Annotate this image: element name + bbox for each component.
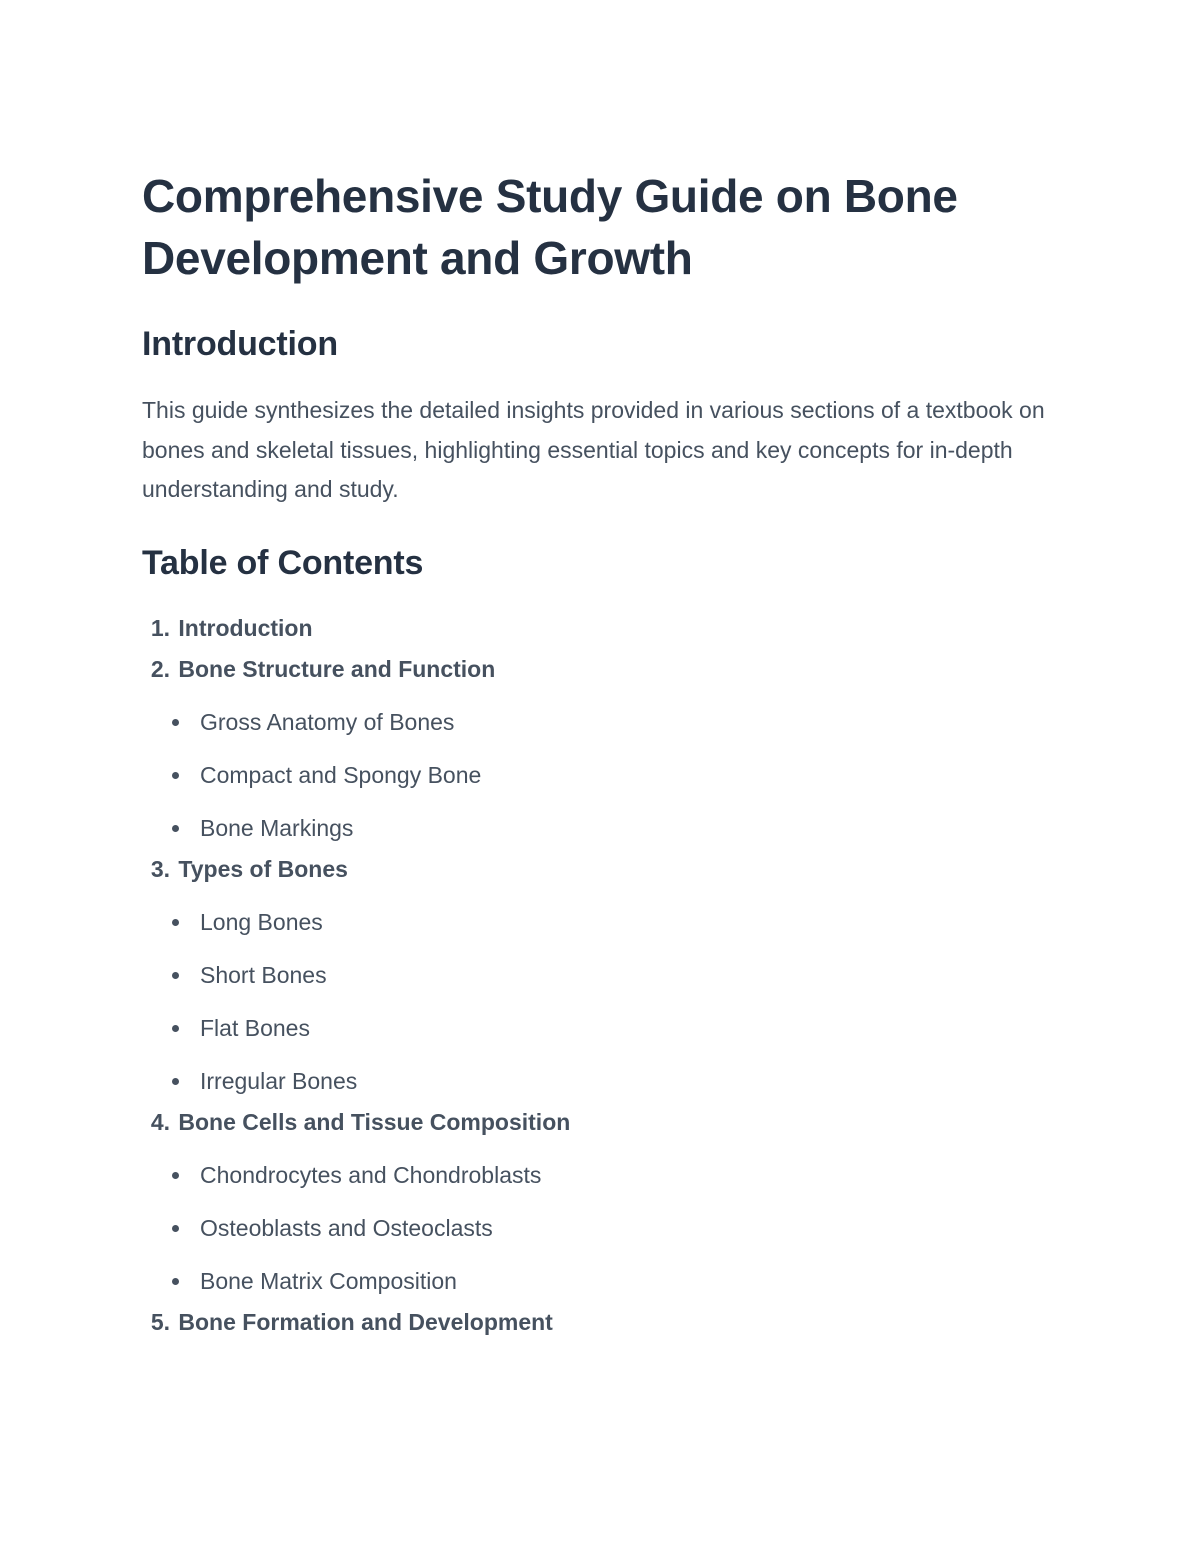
toc-subsection-label: Bone Matrix Composition xyxy=(200,1267,457,1294)
bullet-icon xyxy=(172,919,179,926)
toc-section-heading xyxy=(142,843,1082,896)
toc-section-number: 2. xyxy=(150,655,170,682)
toc-section-title: Bone Structure and Function xyxy=(178,655,496,682)
table-of-contents xyxy=(142,602,1082,1349)
document-title: Comprehensive Study Guide on Bone Development and Growth xyxy=(142,170,958,284)
document-page xyxy=(142,165,1082,1349)
toc-section xyxy=(142,1096,1082,1308)
bullet-icon xyxy=(172,972,179,979)
toc-section-heading xyxy=(142,1296,1082,1349)
bullet-icon xyxy=(172,1225,179,1232)
bullet-icon xyxy=(172,825,179,832)
toc-heading: Table of Contents xyxy=(142,543,424,582)
toc-subsection-item xyxy=(142,1149,1082,1202)
toc-subsection-label: Bone Markings xyxy=(200,814,354,841)
toc-subsection-label: Chondrocytes and Chondroblasts xyxy=(200,1161,542,1188)
toc-section-number: 1. xyxy=(150,614,170,641)
toc-subsection-item xyxy=(142,1202,1082,1255)
bullet-icon xyxy=(172,719,179,726)
toc-section-title: Introduction xyxy=(178,614,313,641)
toc-section-title: Types of Bones xyxy=(178,855,348,882)
toc-subsection-list xyxy=(142,1149,1082,1308)
toc-subsection-label: Long Bones xyxy=(200,908,323,935)
toc-section-number: 4. xyxy=(150,1108,170,1135)
introduction-heading: Introduction xyxy=(142,325,338,363)
toc-subsection-item xyxy=(142,896,1082,949)
toc-subsection-label: Flat Bones xyxy=(200,1014,310,1041)
introduction-paragraph: This guide synthesizes the detailed insights provided in various sections of a textbook on bones and skeletal tissues, highlighting essential topics and key concepts for in-depth understanding and study. xyxy=(142,397,1045,502)
toc-section xyxy=(142,1296,1082,1349)
bullet-icon xyxy=(172,1172,179,1179)
toc-section-heading xyxy=(142,1096,1082,1149)
bullet-icon xyxy=(172,1025,179,1032)
bullet-icon xyxy=(172,1278,179,1285)
toc-section-number: 5. xyxy=(150,1308,170,1335)
toc-subsection-item xyxy=(142,1002,1082,1055)
toc-subsection-label: Irregular Bones xyxy=(200,1067,358,1094)
toc-subsection-label: Osteoblasts and Osteoclasts xyxy=(200,1214,493,1241)
toc-subsection-label: Compact and Spongy Bone xyxy=(200,761,482,788)
toc-section-heading xyxy=(142,643,1082,696)
toc-subsection-item xyxy=(142,749,1082,802)
toc-section-title: Bone Cells and Tissue Composition xyxy=(178,1108,571,1135)
toc-subsection-item xyxy=(142,696,1082,749)
toc-subsection-label: Gross Anatomy of Bones xyxy=(200,708,455,735)
bullet-icon xyxy=(172,772,179,779)
toc-subsection-item xyxy=(142,949,1082,1002)
toc-subsection-list xyxy=(142,896,1082,1108)
toc-section xyxy=(142,643,1082,855)
toc-section xyxy=(142,843,1082,1108)
bullet-icon xyxy=(172,1078,179,1085)
toc-subsection-label: Short Bones xyxy=(200,961,327,988)
toc-section-number: 3. xyxy=(150,855,170,882)
toc-subsection-list xyxy=(142,696,1082,855)
toc-section-title: Bone Formation and Development xyxy=(178,1308,553,1335)
